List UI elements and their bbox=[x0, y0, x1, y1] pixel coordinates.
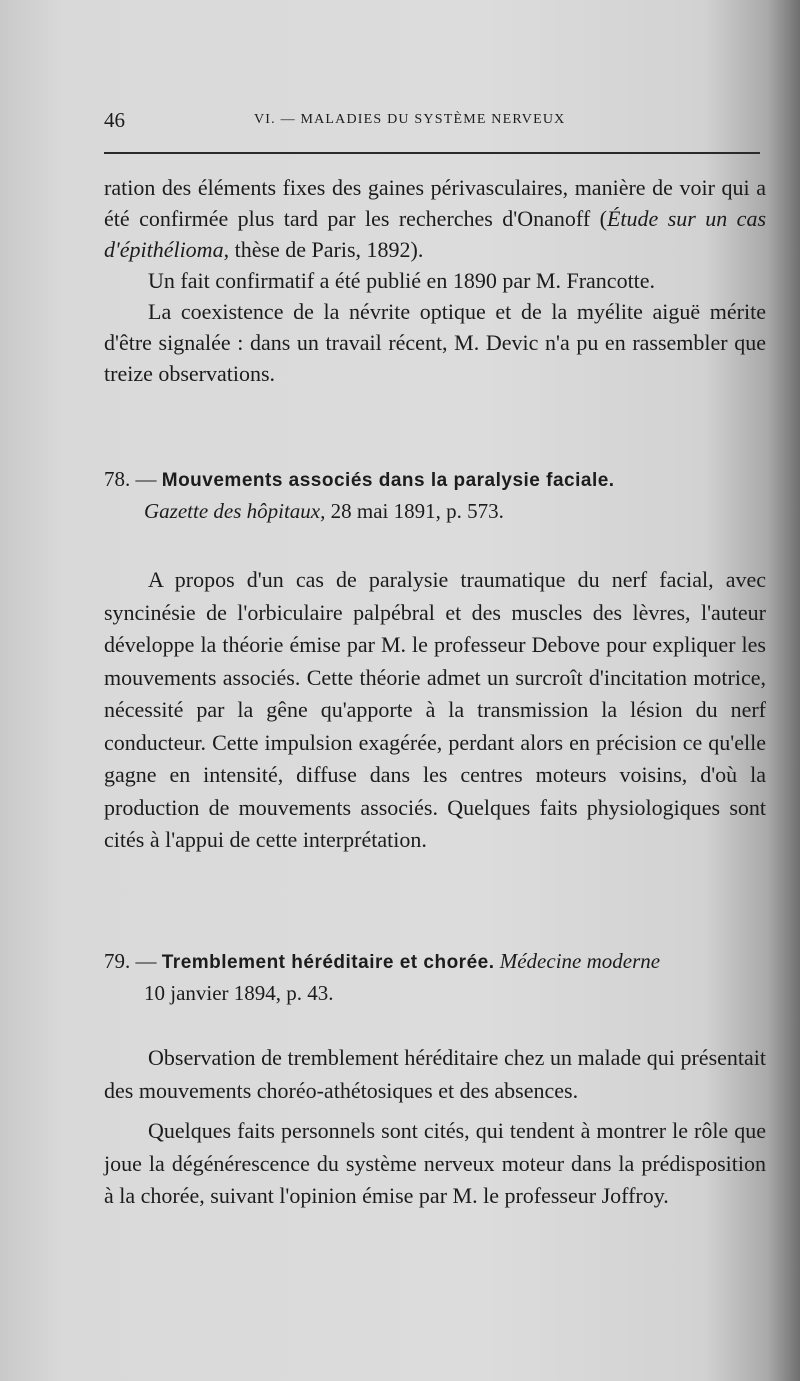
page-number: 46 bbox=[104, 108, 125, 132]
entry-title: Mouvements associés dans la paralysie faciale. bbox=[161, 470, 615, 491]
entry-number: 79. — bbox=[104, 949, 157, 973]
abstract-paragraph: A propos d'un cas de paralysie traumatique du nerf facial, avec syncinésie de l'orbiculaire palpébral et des muscles des lèvres, l'auteur développe la théorie émise par M. le professeur Debove pour expliquer les mouvements associés. Cette théorie admet un surcroît d'incitation motrice, nécessité par la gêne qu'apporte à la transmission la lésion du nerf conducteur. Cette impulsion exagérée, perdant alors en précision ce qu'elle gagne en intensité, diffuse dans les centres moteurs voisins, d'où la production de mouvements associés. Quelques faits physiologiques sont cités à l'appui de cette interprétation. bbox=[104, 567, 766, 852]
page-header bbox=[104, 108, 760, 138]
abstract-paragraph: Quelques faits personnels sont cités, qui tendent à montrer le rôle que joue la dégénérescence du système nerveux moteur dans la prédisposition à la chorée, suivant l'opinion émise par M. le professeur Joffroy. bbox=[104, 1118, 766, 1208]
intro-p1-end: , thèse de Paris, 1892). bbox=[223, 237, 424, 262]
entry-79-abstract bbox=[104, 1042, 766, 1213]
entry-source: Médecine moderne bbox=[499, 949, 661, 973]
entry-number: 78. — bbox=[104, 467, 157, 491]
abstract-paragraph: Observation de tremblement héréditaire chez un malade qui présentait des mouvements choréo-athétosiques et des absences. bbox=[104, 1045, 766, 1103]
intro-p1-start: ration des éléments fixes des gaines périvasculaires, manière de voir qui a été confirmée plus tard par les recherches d'Onanoff ( bbox=[104, 175, 766, 231]
running-head: VI. — MALADIES DU SYSTÈME NERVEUX bbox=[254, 112, 566, 127]
entry-78-abstract bbox=[104, 564, 766, 857]
intro-paragraph-2: Un fait confirmatif a été publié en 1890 par M. Francotte. bbox=[148, 268, 656, 293]
entry-78-heading bbox=[104, 464, 764, 526]
entry-79-heading bbox=[104, 946, 764, 1008]
entry-details: 28 mai 1891, p. 573. bbox=[330, 499, 504, 523]
intro-text bbox=[104, 172, 766, 389]
entry-source: Gazette des hôpitaux, bbox=[144, 499, 326, 523]
entry-title: Tremblement héréditaire et chorée. bbox=[161, 952, 495, 973]
intro-paragraph-1 bbox=[104, 172, 766, 265]
header-rule bbox=[104, 152, 760, 154]
intro-paragraph-3: La coexistence de la névrite optique et de la myélite aiguë mérite d'être signalée : dans un travail récent, M. Devic n'a pu en rassembler que treize observations. bbox=[104, 299, 766, 386]
intro-p1-reference: Étude sur un cas d'épithélioma bbox=[104, 206, 767, 262]
entry-details: 10 janvier 1894, p. 43. bbox=[144, 981, 334, 1005]
